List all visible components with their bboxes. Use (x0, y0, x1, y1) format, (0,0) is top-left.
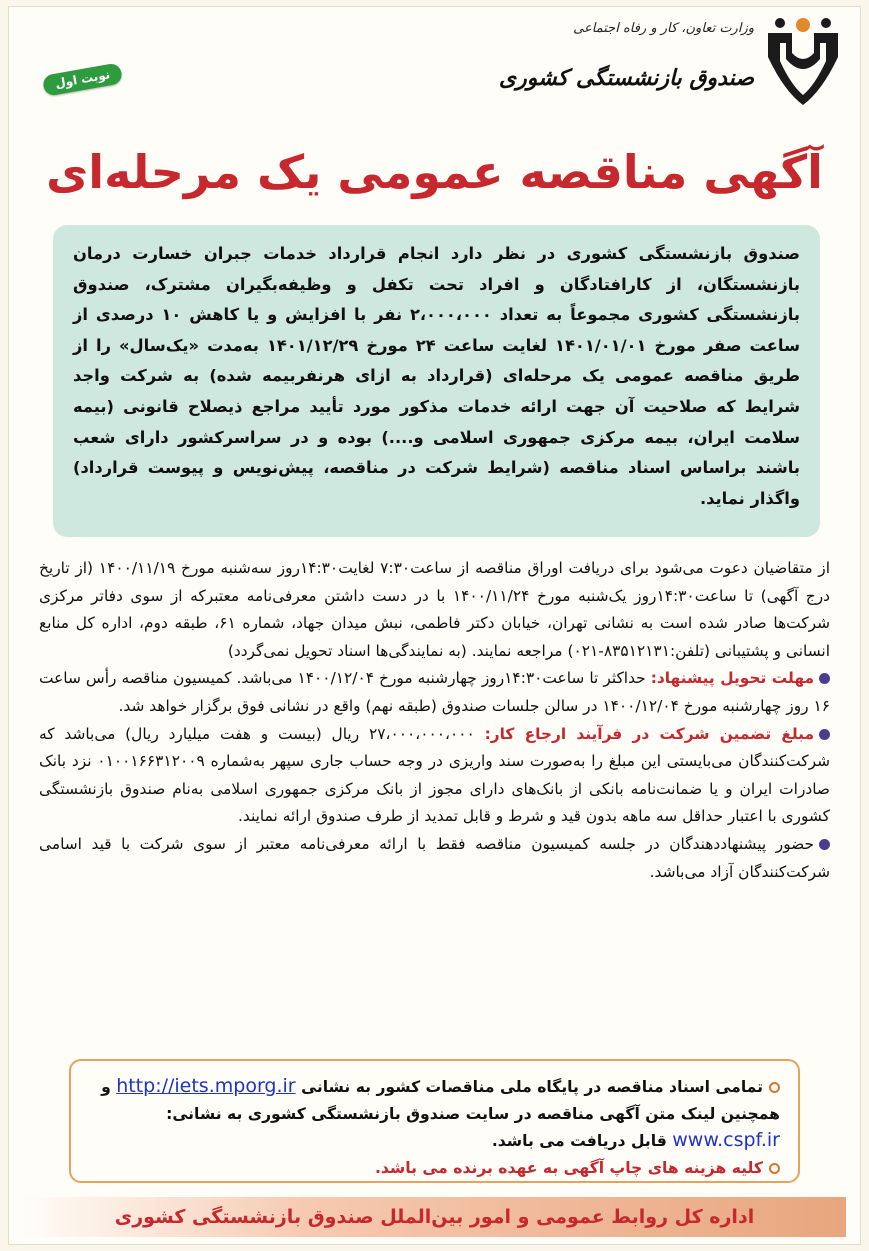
intro-paragraph: صندوق بازنشستگی کشوری در نظر دارد انجام قرارداد خدمات جبران خسارت درمان بازنشستگان، از کارافتادگان و افراد تحت تکفل و وظیفه‌بگیران مشترک، صندوق بازنشستگی کشوری مجموعاً به تعداد ۲،۰۰۰،۰۰۰ نفر با افزایش و یا کاهش ۱۰ درصدی از ساعت صفر مورخ ۱۴۰۱/۰۱/۰۱ لغایت ساعت ۲۴ مورخ ۱۴۰۱/۱۲/۲۹ به‌مدت «یک‌سال» را از طریق مناقصه عمومی یک مرحله‌ای (قرارداد به ازای هرنفربیمه شده) به شرکت واجد شرایط که صلاحیت آن جهت ارائه خدمات مذکور مورد تأیید مراجع ذیصلاح قانونی (بیمه سلامت ایران، بیمه مرکزی جمهوری اسلامی و....) بوده و در سراسرکشور دارای شعب باشند براساس اسناد مناقصه (شرایط شرکت در مناقصه، پیش‌نویس و پیوست قرارداد) واگذار نماید. (53, 225, 820, 537)
notice-line-3: قابل دریافت می باشد. (491, 1132, 673, 1150)
invitation-paragraph: از متقاضیان دعوت می‌شود برای دریافت اوراق مناقصه از ساعت۷:۳۰ لغایت۱۴:۳۰روز سه‌شنبه مورخ ۱۴۰۰/۱۱/۱۹ (از تاریخ درج آگهی) تا ساعت۱۴:۳۰روز یک‌شنبه مورخ ۱۴۰۰/۱۱/۲۴ با در دست داشتن معرفی‌نامه معتبرکه از سوی دفاتر مرکزی شرکت‌ها صادر شده است به نشانی تهران، خیابان دکتر فاطمی، نبش میدان جهاد، شماره ۶۱، طبقه دوم، اداره کل منابع انسانی و پشتیبانی (تلفن:۸۳۵۱۲۱۳۱-۰۲۱) مراجعه نمایند. (به نمایندگی‌ها اسناد تحویل نمی‌گردد) (39, 559, 831, 660)
circle-bullet-icon (769, 1163, 780, 1174)
cost-note (89, 1155, 780, 1182)
attendance-item (39, 831, 830, 886)
bullet-icon (819, 839, 830, 850)
attendance-text: حضور پیشنهاددهندگان در جلسه کمیسیون مناقصه فقط با ارائه معرفی‌نامه معتبر از سوی شرکت با قید اسامی شرکت‌کنندگان آزاد می‌باشد. (39, 834, 830, 881)
iets-link[interactable]: http://iets.mporg.ir (116, 1075, 296, 1097)
guarantee-text: ۲۷،۰۰۰،۰۰۰،۰۰۰ ریال (بیست و هفت میلیارد ریال) می‌باشد که شرکت‌کنندگان می‌بایستی این مبلغ را به‌صورت سند واریزی در وجه حساب جاری سپهر به‌شماره ۰۱۰۰۱۶۶۳۱۲۰۰۹ نزد بانک صادرات ایران و یا ضمانت‌نامه بانکی از بانک‌های دارای مجوز از بانک مرکزی جمهوری اسلامی به‌نام صندوق بازنشستگی کشوری با اعتبار حداقل سه ماهه بدون قید و شرط و قابل تمدید از طرف صندوق ارائه نمایند. (39, 724, 830, 826)
fund-name: صندوق بازنشستگی کشوری (498, 65, 754, 91)
ministry-name: وزارت تعاون، کار و رفاه اجتماعی (573, 21, 754, 36)
round-badge: نوبت اول (42, 62, 124, 96)
notice-line-2: و همچنین لینک متن آگهی مناقصه در سایت صندوق بازنشستگی کشوری به نشانی: (101, 1078, 780, 1123)
tender-details (39, 555, 830, 886)
bullet-icon (819, 729, 830, 740)
fund-logo (498, 13, 846, 113)
deadline-label: مهلت تحویل پیشنهاد: (650, 669, 815, 688)
guarantee-item (39, 721, 830, 831)
cost-note-text: کلیه هزینه های چاپ آگهی به عهده برنده می باشد. (374, 1158, 763, 1177)
fund-emblem-icon (760, 13, 846, 109)
notice-box (69, 1059, 800, 1183)
page-title: آگهی مناقصه عمومی یک مرحله‌ای (46, 145, 823, 199)
guarantee-label: مبلغ تضمین شرکت در فرآیند ارجاع کار: (484, 724, 814, 743)
cspf-link[interactable]: www.cspf.ir (672, 1129, 780, 1151)
notice-line-1: تمامی اسناد مناقصه در پایگاه ملی مناقصات کشور به نشانی (301, 1078, 763, 1096)
deadline-text: حداکثر تا ساعت۱۴:۳۰روز چهارشنبه مورخ ۱۴۰۰/۱۲/۰۴ می‌باشد. کمیسیون مناقصه رأس ساعت ۱۶ روز چهارشنبه مورخ ۱۴۰۰/۱۲/۰۴ در سالن جلسات صندوق (طبقه نهم) واقع در نشانی فوق برگزار خواهد شد. (39, 669, 830, 715)
deadline-item (39, 665, 830, 720)
bullet-icon (819, 673, 830, 684)
notice-documents (89, 1073, 780, 1155)
circle-bullet-icon (769, 1082, 780, 1093)
footer-department: اداره کل روابط عمومی و امور بین‌الملل صندوق بازنشستگی کشوری (23, 1197, 846, 1237)
advertisement-page (8, 6, 861, 1245)
